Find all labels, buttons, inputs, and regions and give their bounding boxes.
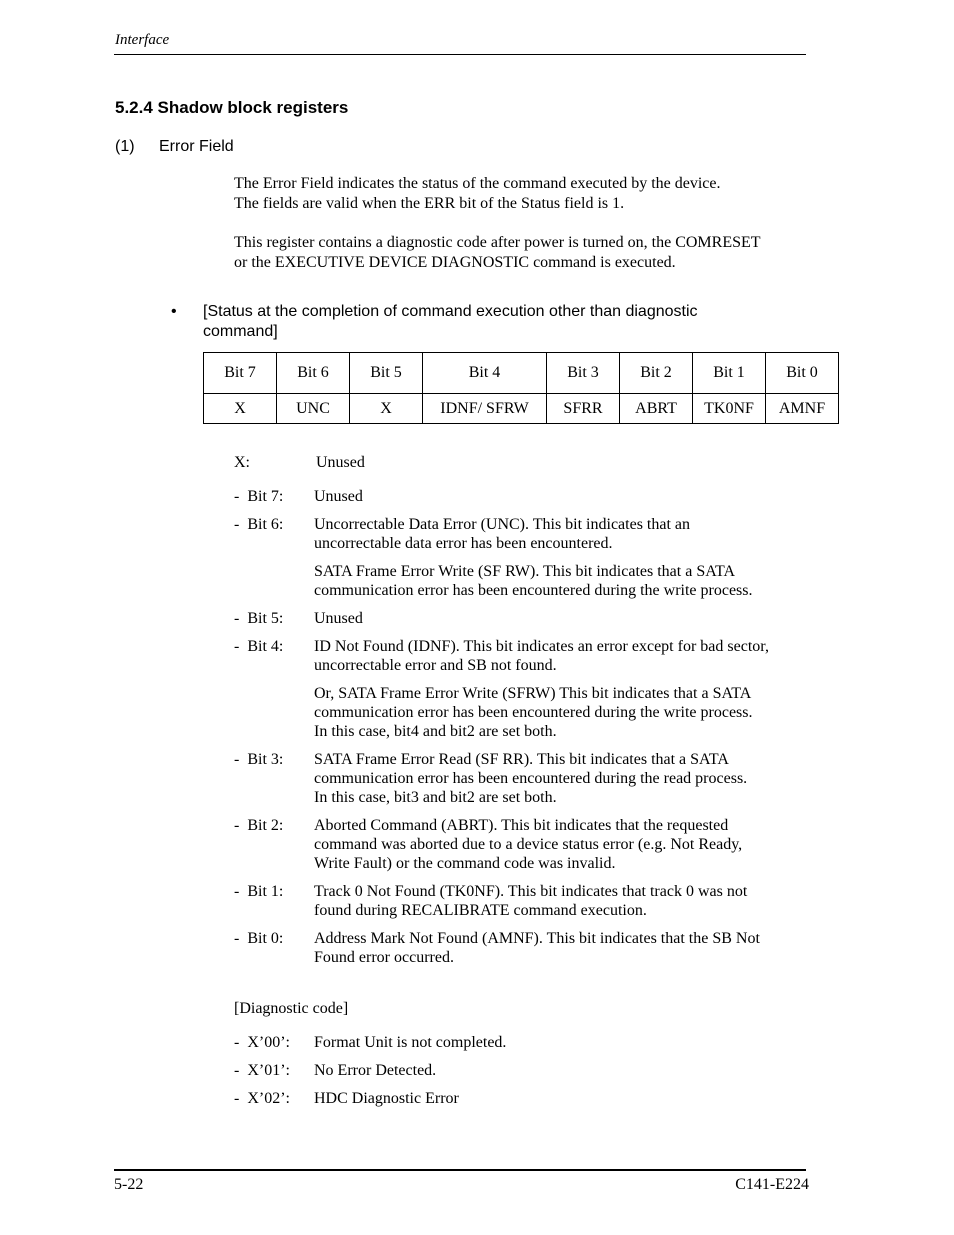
table-header-cell: Bit 4	[423, 353, 547, 394]
bit-definition-line: found during RECALIBRATE command execution.	[314, 902, 647, 919]
bullet-text	[203, 302, 763, 342]
intro-paragraph-2	[234, 233, 761, 272]
bit-definition	[234, 750, 824, 807]
bit-definition-key: - Bit 6:	[234, 516, 284, 533]
sub-heading-number: (1)	[115, 138, 135, 155]
table-value-cell: ABRT	[620, 394, 693, 424]
bit-definition-text	[314, 929, 824, 967]
bit-definition-line: Found error occurred.	[314, 949, 454, 966]
bit-definition	[234, 487, 824, 506]
sub-heading	[115, 138, 234, 156]
diagnostic-code-description: Format Unit is not completed.	[314, 1034, 507, 1051]
diagnostic-title: [Diagnostic code]	[234, 1000, 349, 1017]
bit-definition-paragraph	[314, 816, 824, 873]
bit-definition	[234, 637, 824, 741]
bit-definition-line: Unused	[314, 488, 363, 505]
bit-definition-line: communication error has been encountered during the write process.	[314, 704, 753, 721]
bit-definition-line: communication error has been encountered during the write process.	[314, 582, 753, 599]
bit-definition-text	[314, 816, 824, 873]
table-header-cell: Bit 3	[547, 353, 620, 394]
intro-line: The fields are valid when the ERR bit of the Status field is 1.	[234, 194, 625, 212]
document-code: C141-E224	[735, 1176, 809, 1193]
bit-definition-line: ID Not Found (IDNF). This bit indicates an error except for bad sector,	[314, 638, 769, 655]
table-header-row	[204, 353, 839, 394]
bit-definition-text	[314, 609, 824, 628]
bit-definition	[234, 609, 824, 628]
bullet-line: command]	[203, 323, 278, 340]
diagnostic-code-key: - X’02’:	[234, 1090, 290, 1107]
bit-definition-key: - Bit 0:	[234, 930, 284, 947]
diagnostic-code-description: No Error Detected.	[314, 1062, 437, 1079]
table-value-cell: X	[350, 394, 423, 424]
bit-definition-line: uncorrectable error and SB not found.	[314, 657, 557, 674]
bit-definition-paragraph	[314, 929, 824, 967]
bit-definition-paragraph	[314, 684, 824, 741]
table-header-cell: Bit 2	[620, 353, 693, 394]
bit-definition-line: Unused	[314, 610, 363, 627]
bit-definition-text	[314, 487, 824, 506]
running-header: Interface	[115, 32, 170, 48]
bullet-line: [Status at the completion of command execution other than diagnostic	[203, 303, 698, 320]
bit-definition-key: - Bit 5:	[234, 610, 284, 627]
bit-definition-text	[314, 515, 824, 600]
bit-definition-paragraph	[314, 882, 824, 920]
bit-definition-line: Write Fault) or the command code was invalid.	[314, 855, 616, 872]
bit-definition	[234, 816, 824, 873]
bit-definition-line: Or, SATA Frame Error Write (SFRW) This bit indicates that a SATA	[314, 685, 752, 702]
bit-definition-line: Track 0 Not Found (TK0NF). This bit indicates that track 0 was not	[314, 883, 748, 900]
diagnostic-code-key: - X’00’:	[234, 1034, 290, 1051]
table-value-cell: TK0NF	[693, 394, 766, 424]
bit-definition-line: uncorrectable data error has been encountered.	[314, 535, 613, 552]
footer-rule	[114, 1169, 806, 1171]
bit-definition-text	[314, 750, 824, 807]
diagnostic-code-description: HDC Diagnostic Error	[314, 1090, 459, 1107]
table-header-cell: Bit 7	[204, 353, 277, 394]
bit-definition-line: Aborted Command (ABRT). This bit indicates that the requested	[314, 817, 729, 834]
intro-paragraph-1	[234, 174, 721, 213]
bit-definition-text	[314, 882, 824, 920]
bit-definition-key: - Bit 3:	[234, 751, 284, 768]
bit-definition-line: Address Mark Not Found (AMNF). This bit indicates that the SB Not	[314, 930, 760, 947]
bit-definition-line: Uncorrectable Data Error (UNC). This bit indicates that an	[314, 516, 691, 533]
table-value-cell: SFRR	[547, 394, 620, 424]
bit-definition-text	[314, 637, 824, 741]
bit-definition-line: command was aborted due to a device status error (e.g. Not Ready,	[314, 836, 743, 853]
bullet-dot: •	[171, 303, 177, 320]
bit-definition-paragraph	[314, 562, 824, 600]
table-value-cell: AMNF	[766, 394, 839, 424]
page-number: 5-22	[114, 1176, 144, 1193]
bit-definition-line: communication error has been encountered during the read process.	[314, 770, 748, 787]
table-value-cell: IDNF/ SFRW	[423, 394, 547, 424]
intro-line: The Error Field indicates the status of the command executed by the device.	[234, 175, 721, 192]
table-value-cell: UNC	[277, 394, 350, 424]
table-value-cell: X	[204, 394, 277, 424]
bit-definition	[234, 929, 824, 967]
bit-definition-line: In this case, bit3 and bit2 are set both.	[314, 789, 557, 806]
bit-definition-line: In this case, bit4 and bit2 are set both.	[314, 723, 557, 740]
x-legend-value: Unused	[316, 454, 365, 471]
error-field-table	[203, 352, 839, 424]
table-header-cell: Bit 1	[693, 353, 766, 394]
table-value-row	[204, 394, 839, 424]
x-legend	[234, 454, 365, 472]
bit-definition-paragraph	[314, 637, 824, 675]
bit-definition-paragraph	[314, 750, 824, 807]
section-title: 5.2.4 Shadow block registers	[115, 98, 349, 117]
bit-definition-paragraph	[314, 515, 824, 553]
sub-heading-text: Error Field	[159, 138, 234, 155]
bit-definitions	[234, 487, 824, 976]
table-header-cell: Bit 0	[766, 353, 839, 394]
bit-definition-key: - Bit 7:	[234, 488, 284, 505]
bit-definition-paragraph	[314, 487, 824, 506]
diagnostic-code-key: - X’01’:	[234, 1062, 290, 1079]
bit-definition-key: - Bit 2:	[234, 817, 284, 834]
header-rule	[114, 54, 806, 55]
bit-definition-line: SATA Frame Error Read (SF RR). This bit indicates that a SATA	[314, 751, 729, 768]
bit-definition-paragraph	[314, 609, 824, 628]
x-legend-key: X:	[234, 454, 250, 471]
bit-definition-line: SATA Frame Error Write (SF RW). This bit indicates that a SATA	[314, 563, 736, 580]
bit-definition-key: - Bit 4:	[234, 638, 284, 655]
table-header-cell: Bit 6	[277, 353, 350, 394]
bit-definition	[234, 882, 824, 920]
intro-line: This register contains a diagnostic code after power is turned on, the COMRESET	[234, 234, 761, 251]
bit-definition-key: - Bit 1:	[234, 883, 284, 900]
table-header-cell: Bit 5	[350, 353, 423, 394]
intro-line: or the EXECUTIVE DEVICE DIAGNOSTIC command is executed.	[234, 253, 676, 271]
bit-definition	[234, 515, 824, 600]
